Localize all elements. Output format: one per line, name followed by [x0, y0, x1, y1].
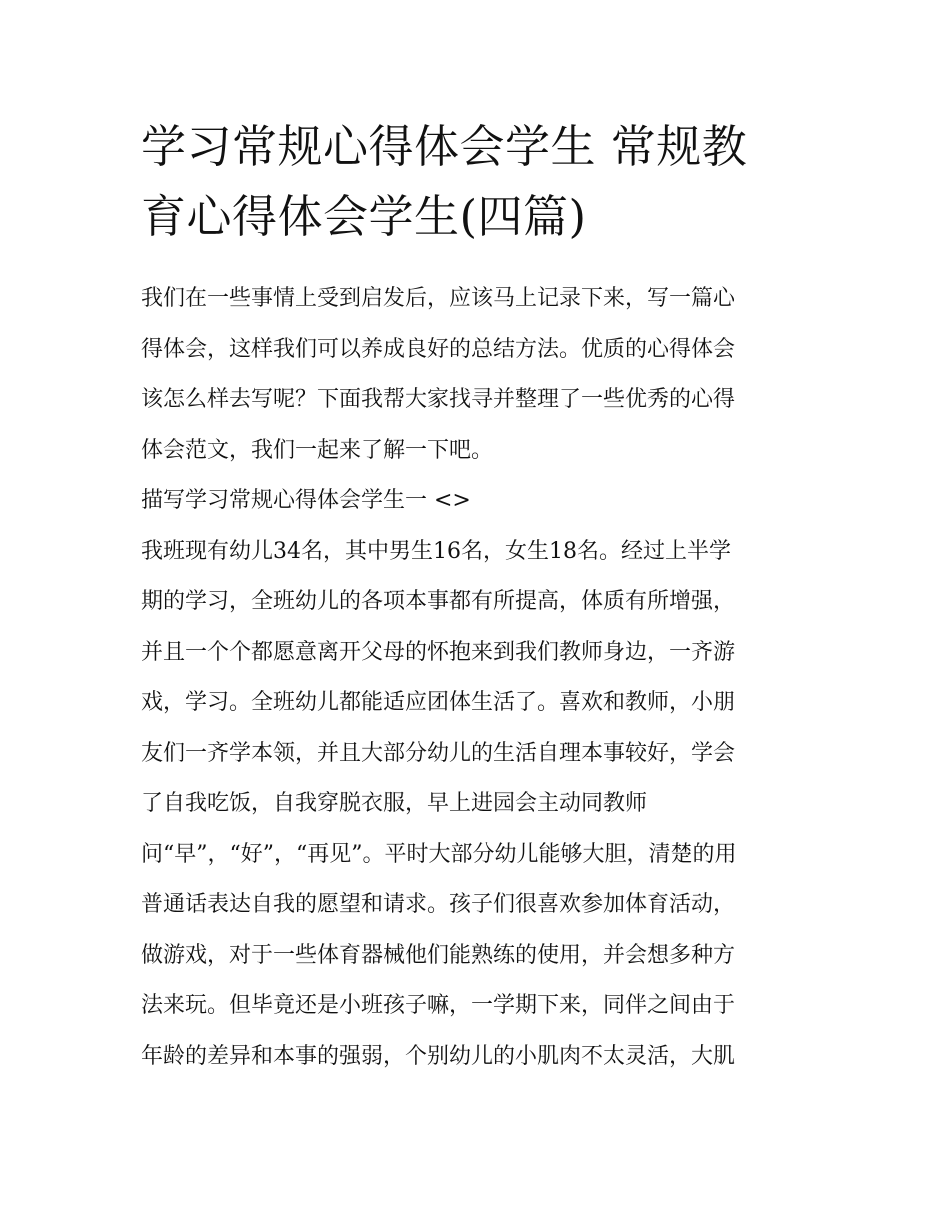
paragraph-line: 普通话表达自我的愿望和请求。孩子们很喜欢参加体育活动， — [141, 892, 736, 917]
paragraph-line: 并且一个个都愿意离开父母的怀抱来到我们教师身边，一齐游 — [141, 639, 736, 665]
paragraph-line: 做游戏，对于一些体育器械他们能熟练的使用，并会想多种方 — [141, 942, 736, 968]
paragraph-line: 我班现有幼儿34名，其中男生16名，女生18名。经过上半学 — [141, 538, 731, 564]
paragraph-line: 我们在一些事情上受到启发后，应该马上记录下来，写一篇心 — [141, 286, 736, 311]
title-line-2: 育心得体会学生(四篇) — [141, 190, 587, 243]
section-heading: 描写学习常规心得体会学生一 <> — [141, 488, 471, 513]
paragraph-line: 戏，学习。全班幼儿都能适应团体生活了。喜欢和教师，小朋 — [141, 690, 736, 715]
paragraph-line: 法来玩。但毕竟还是小班孩子嘛，一学期下来，同伴之间由于 — [141, 993, 736, 1018]
paragraph-line: 友们一齐学本领，并且大部分幼儿的生活自理本事较好，学会 — [141, 740, 736, 766]
document-title — [141, 112, 821, 252]
paragraph-line: 期的学习，全班幼儿的各项本事都有所提高，体质有所增强， — [141, 589, 736, 614]
paragraph-line: 该怎么样去写呢？下面我帮大家找寻并整理了一些优秀的心得 — [141, 387, 736, 412]
paragraph-line: 问“早”，“好”，“再见”。平时大部分幼儿能够大胆，清楚的用 — [141, 841, 737, 867]
document-page — [141, 112, 821, 1082]
paragraph-line: 得体会，这样我们可以养成良好的总结方法。优质的心得体会 — [141, 336, 736, 362]
paragraph-line: 年龄的差异和本事的强弱，个别幼儿的小肌肉不太灵活，大肌 — [141, 1043, 736, 1069]
title-line-1: 学习常规心得体会学生 常规教 — [141, 120, 748, 173]
paragraph-line: 体会范文，我们一起来了解一下吧。 — [141, 437, 494, 463]
paragraph-line: 了自我吃饭，自我穿脱衣服，早上进园会主动同教师 — [141, 791, 648, 816]
document-body — [141, 274, 821, 1082]
